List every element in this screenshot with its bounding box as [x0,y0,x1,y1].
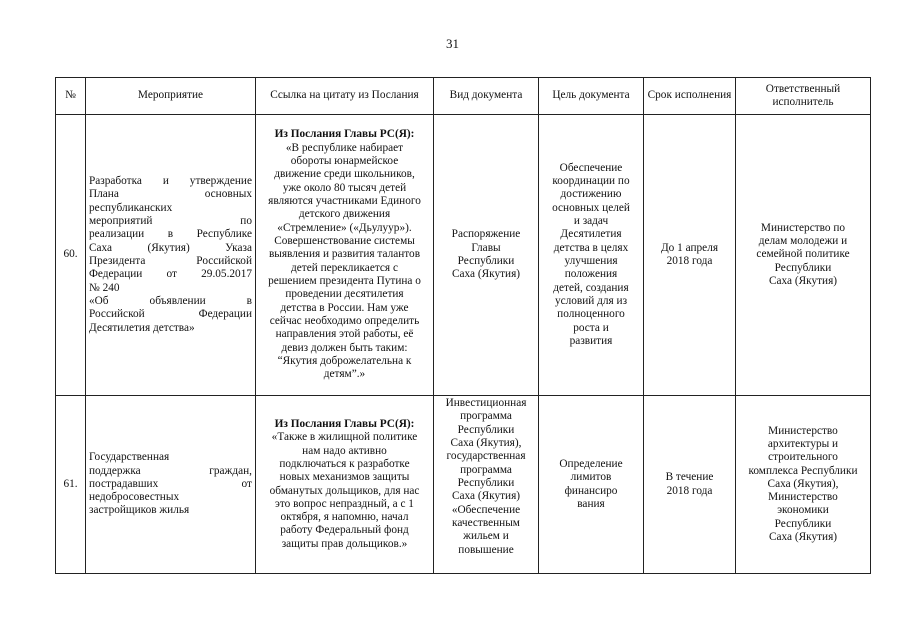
doc-type-cell [434,115,539,396]
text-line: Десятилетия детства» [89,321,195,334]
text-line: условий для из [554,294,628,307]
text-line: Республики [457,255,515,267]
event-cell [86,115,256,396]
measures-table [55,77,871,574]
text-line: вания [577,497,605,510]
header-doc-goal: Цель документа [539,78,644,115]
text-line: Саха (Якутия) [451,268,521,281]
text-line: Инвестиционная [445,397,527,409]
text-line: работу Федеральный фонд [280,524,409,537]
text-line: Плана основных [89,188,252,201]
quote-text [259,142,430,382]
text-line: Распоряжение [451,228,521,241]
term-cell [644,396,736,574]
text-line: детства в России. Нам уже [280,301,409,314]
quote-heading: Из Послания Главы РС(Я): [274,417,415,430]
text-line: Республики [457,476,515,489]
responsible-cell [736,115,871,396]
text-line: Российской Федерации [89,308,252,321]
text-line: сейчас необходимо определить [269,314,420,327]
doc-goal-cell [539,396,644,574]
text-line: застройщиков жилья [89,504,190,517]
header-num: № [56,78,86,115]
quote-text [259,431,430,551]
text-line: Саха (Якутия), [767,477,839,490]
text-line: обманутых дольщиков, для нас [269,484,420,497]
text-line: координации по [552,175,630,188]
text-line: мероприятий по [89,215,252,228]
text-line: пострадавших от [89,477,252,490]
text-line: роста и [573,321,609,334]
text-line: Министерство по [760,221,846,234]
text-line: подключаться к разработке [279,457,410,470]
text-line: Определение [559,457,623,470]
term-cell [644,115,736,396]
text-line: поддержка граждан, [89,464,252,477]
text-line: семейной политике [756,248,850,261]
text-line: делам молодежи и [758,235,848,247]
text-line: повышение [458,543,514,556]
table-row [56,115,871,396]
doc-type-cell [434,396,539,574]
text-line: экономики [777,504,829,517]
text-line: уже около 80 тысяч детей [282,181,407,194]
text-line: движение среди школьников, [274,168,415,181]
text-line: недобросовестных [89,491,180,504]
table-row [56,396,871,574]
quote-heading: Из Послания Главы РС(Я): [274,128,415,141]
text-line: выявления и развития талантов [268,248,421,261]
text-line: До 1 апреля [660,241,719,254]
quote-cell [256,396,434,574]
text-line: финансиро [564,484,618,497]
page-number: 31 [446,36,459,51]
text-line: лимитов [570,471,612,484]
text-line: Десятилетия [560,228,622,241]
row-number: 61. [56,396,86,574]
text-line: «Об объявлении в [89,294,252,307]
header-row [56,78,871,115]
text-line: достижению [560,188,622,201]
text-line: «Обеспечение [451,503,521,516]
text-line: «Также в жилищной политике [271,431,418,444]
text-line: государственная [446,450,526,463]
text-line: Обеспечение [559,161,623,174]
header-event: Мероприятие [86,78,256,115]
text-line: реализации в Республике [89,228,252,241]
text-line: Республики [774,261,832,274]
text-line: № 240 [89,281,120,294]
text-line: Саха (Якутия), [450,436,522,449]
text-line: жильем и [463,530,509,543]
text-line: детям”.» [323,368,366,381]
text-line: и задач [573,215,609,228]
text-line: 2018 года [666,484,713,497]
text-line: октября, я напомню, начал [280,511,409,524]
header-responsible: Ответственный исполнитель [736,78,871,115]
quote-cell [256,115,434,396]
text-line: детей, создания [553,281,629,294]
text-line: программа [460,410,512,423]
text-line: Государственная [89,451,170,464]
text-line: детского движения [298,208,391,221]
text-line: защиты прав дольщиков.» [281,537,408,550]
text-line: развития [569,334,613,347]
doc-goal-cell [539,115,644,396]
text-line: Саха (Якутия) [451,490,521,503]
text-line: проведении десятилетия [285,288,404,301]
responsible-cell [736,396,871,574]
text-line: комплекса Республики [748,464,858,477]
text-line: детей перекликается с [291,261,398,274]
text-line: направления этой работы, её [275,328,414,341]
text-line: положения [564,268,618,281]
text-line: республиканских [89,201,173,214]
text-line: новых механизмов защиты [279,471,410,484]
text-line: это вопрос непраздный, а с 1 [275,497,414,510]
text-line: «Стремление» («Дьулуур»). [277,221,412,234]
text-line: полноценного [557,308,625,321]
text-line: девиз должен быть таким: [281,341,408,354]
text-line: Разработка и утверждение [89,175,252,188]
text-line: В течение [665,471,714,484]
text-line: строительного [768,451,838,464]
text-line: являются участниками Единого [268,195,421,208]
header-quote: Ссылка на цитату из Послания [256,78,434,115]
text-line: Саха (Якутия) Указа [89,241,252,254]
text-line: Главы [471,241,501,254]
text-line: нам надо активно [302,444,387,457]
event-cell [86,396,256,574]
header-doc-type: Вид документа [434,78,539,115]
text-line: Республики [457,423,515,436]
text-line: Совершенствование системы [274,235,415,247]
text-line: детства в целях [553,241,629,254]
text-line: 2018 года [666,255,713,267]
text-line: Республики [774,517,832,530]
text-line: основных целей [552,201,630,214]
text-line: решением президента Путина о [268,274,421,287]
text-line: обороты юнармейское [290,155,399,168]
text-line: Министерство [768,424,838,437]
text-line: программа [460,463,512,476]
text-line: Министерство [768,491,838,504]
row-number: 60. [56,115,86,396]
text-line: архитектуры и [767,437,839,450]
text-line: Президента Российской [89,255,252,267]
text-line: Саха (Якутия) [768,531,838,544]
text-line: «В республике набирает [285,141,404,154]
text-line: улучшения [564,255,618,267]
text-line: Саха (Якутия) [768,274,838,287]
text-line: Федерации от 29.05.2017 [89,268,252,281]
text-line: качественным [452,516,520,529]
text-line: “Якутия доброжелательна к [277,354,412,367]
header-term: Срок исполнения [644,78,736,115]
